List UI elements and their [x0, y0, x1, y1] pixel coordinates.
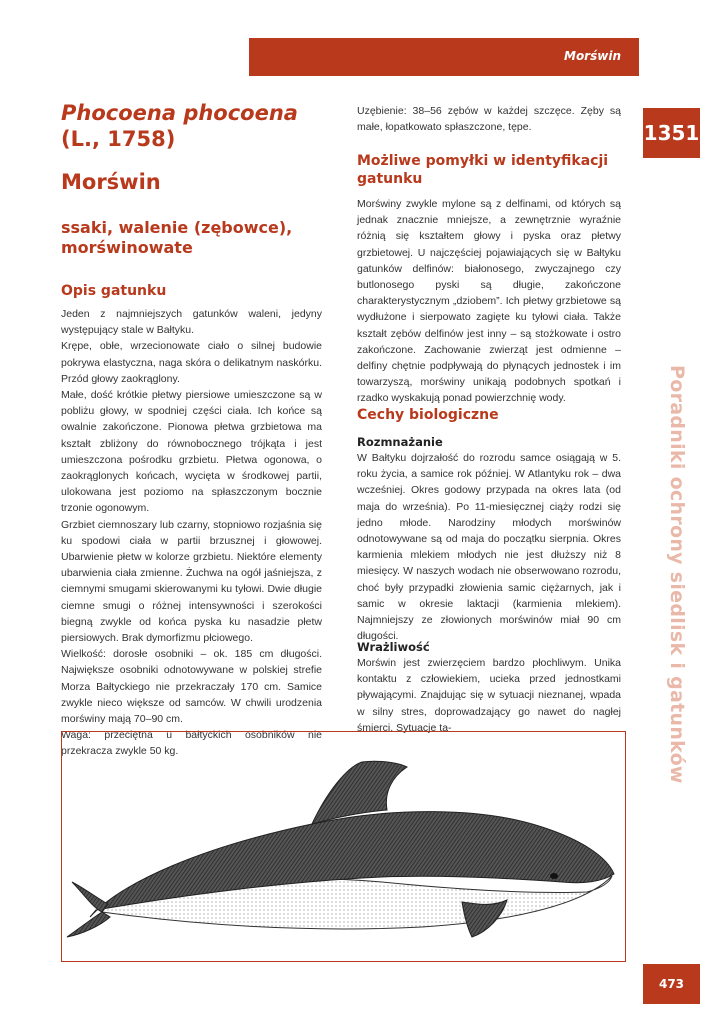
latin-name: Phocoena phocoena	[61, 101, 298, 125]
reproduction-text: W Bałtyku dojrzałość do rozrodu samce osiągają w 5. roku życia, a samice rok później. W Atlantyku rok – dwa wcześniej. Okres godowy przypada na okres lata (od maja do września). Po 11-miesięcznej ciąży rodzi się jedno młode. Narodziny młodych morświnów odnotowywane są od maja do początku sierpnia. Okres karmienia mlekiem młodych nie jest dłuższy niż 8 miesięcy. W naszych wodach nie obserwowano rozrodu, choć były przypadki złowienia samic ciężarnych, jak i samic w okresie laktacji (karmienia mlekiem). Najmniejszy ze złowionych morświnów miał 90 cm długości.	[357, 452, 621, 643]
author-year: (L., 1758)	[61, 127, 176, 151]
reproduction-heading: Rozmnażanie	[357, 435, 443, 449]
sensitivity-text: Morświn jest zwierzęciem bardzo płochliwym. Unika kontaktu z człowiekiem, ucieka przed jednostkami pływającymi. Znajdując się w sytuacji nieznanej, wpada w silny stres, doprowadzający go nawet do nagłej śmierci. Sytuacje ta-	[357, 657, 621, 734]
description-paragraph: Małe, dość krótkie płetwy piersiowe umieszczone są w pobliżu głowy, w spodniej części ciała. Ich końce są owalnie zakończone. Pionowa płetwa grzbietowa ma kształt zbliżony do równobocznego trójkąta i jest umieszczona pośrodku grzbietu. Płetwa ogonowa, o zaokrąglonych końcach, wycięta w środkowej partii, ulokowana jest poziomo na spłaszczonym bocznie trzonie ogonowym.	[61, 389, 322, 515]
description-text	[61, 306, 322, 760]
polish-name: Morświn	[61, 170, 161, 194]
series-vertical-title: Poradniki ochrony siedlisk i gatunków	[666, 365, 688, 784]
header-title: Morświn	[564, 49, 621, 63]
description-paragraph: Waga: przeciętna u bałtyckich osobników nie przekracza zwykle 50 kg.	[61, 729, 322, 758]
mistakes-heading: Możliwe pomyłki w identyfikacji gatunku	[357, 153, 609, 187]
description-paragraph: Grzbiet ciemnoszary lub czarny, stopniowo rozjaśnia się ku spodowi ciała w partii brzusznej i głowowej. Ubarwienie płetw w kolorze grzbietu. Niektóre elementy ubarwienia ciała zmienne. Żuchwa na ogół jaśniejsza, z ciemnymi smugami skierowanymi ku tyłowi. Dwie długie ciemne smugi o różnej intensywności i szerokości biegną zwykle od końca pyska ku nasadzie płetw piersiowych. Brak dymorfizmu płciowego.	[61, 518, 322, 645]
biology-heading: Cechy biologiczne	[357, 407, 499, 423]
description-paragraph: Wielkość: dorosłe osobniki – ok. 185 cm długości. Największe osobniki odnotowywane w polskiej strefie Morza Bałtyckiego nie przekraczały 170 cm. Samice zwykle nieco większe od samców. W chwili urodzenia morświny mają 70–90 cm.	[61, 648, 322, 726]
mistakes-text: Morświny zwykle mylone są z delfinami, od których są jednak znacznie mniejsze, a zewnętrznie wyraźnie różnią się kształtem głowy i pyska oraz płetwy grzbietowej. U najczęściej pojawiających się w Bałtyku gatunków delfinów: białonosego, zwyczajnego czy butlonosego pyski są długie, zakończone charakterystycznym „dziobem”. Ich płetwy grzbietowe są wydłużone i sierpowato zagięte ku tyłowi ciała. Także kształt zębów delfinów jest inny – są stożkowate i ostro zakończone. Zachowanie zwierząt jest odmienne – delfiny chętnie podpływają do płynących jednostek i im towarzyszą, morświny unikają podobnych spotkań i rzadko wyskakują ponad powierzchnię wody.	[357, 198, 621, 405]
porpoise-illustration	[62, 732, 625, 961]
section-number-badge: 1351	[643, 108, 700, 158]
description-paragraph: Jeden z najmniejszych gatunków waleni, jedyny występujący stale w Bałtyku.	[61, 308, 322, 337]
porpoise-illustration-frame	[61, 731, 626, 962]
sensitivity-heading: Wrażliwość	[357, 640, 430, 654]
header-bar	[249, 38, 639, 76]
taxonomy-subtitle: ssaki, walenie (zębowce), morświnowate	[61, 218, 293, 257]
page-number: 473	[643, 964, 700, 1004]
description-heading: Opis gatunku	[61, 283, 167, 299]
description-paragraph: Krępe, obłe, wrzecionowate ciało o silnej budowie pokrywa elastyczna, naga skóra o delikatnym naskórku. Przód głowy zaokrąglony.	[61, 340, 322, 385]
teeth-text: Uzębienie: 38–56 zębów w każdej szczęce. Zęby są małe, łopatkowato spłaszczone, tępe.	[357, 105, 621, 134]
